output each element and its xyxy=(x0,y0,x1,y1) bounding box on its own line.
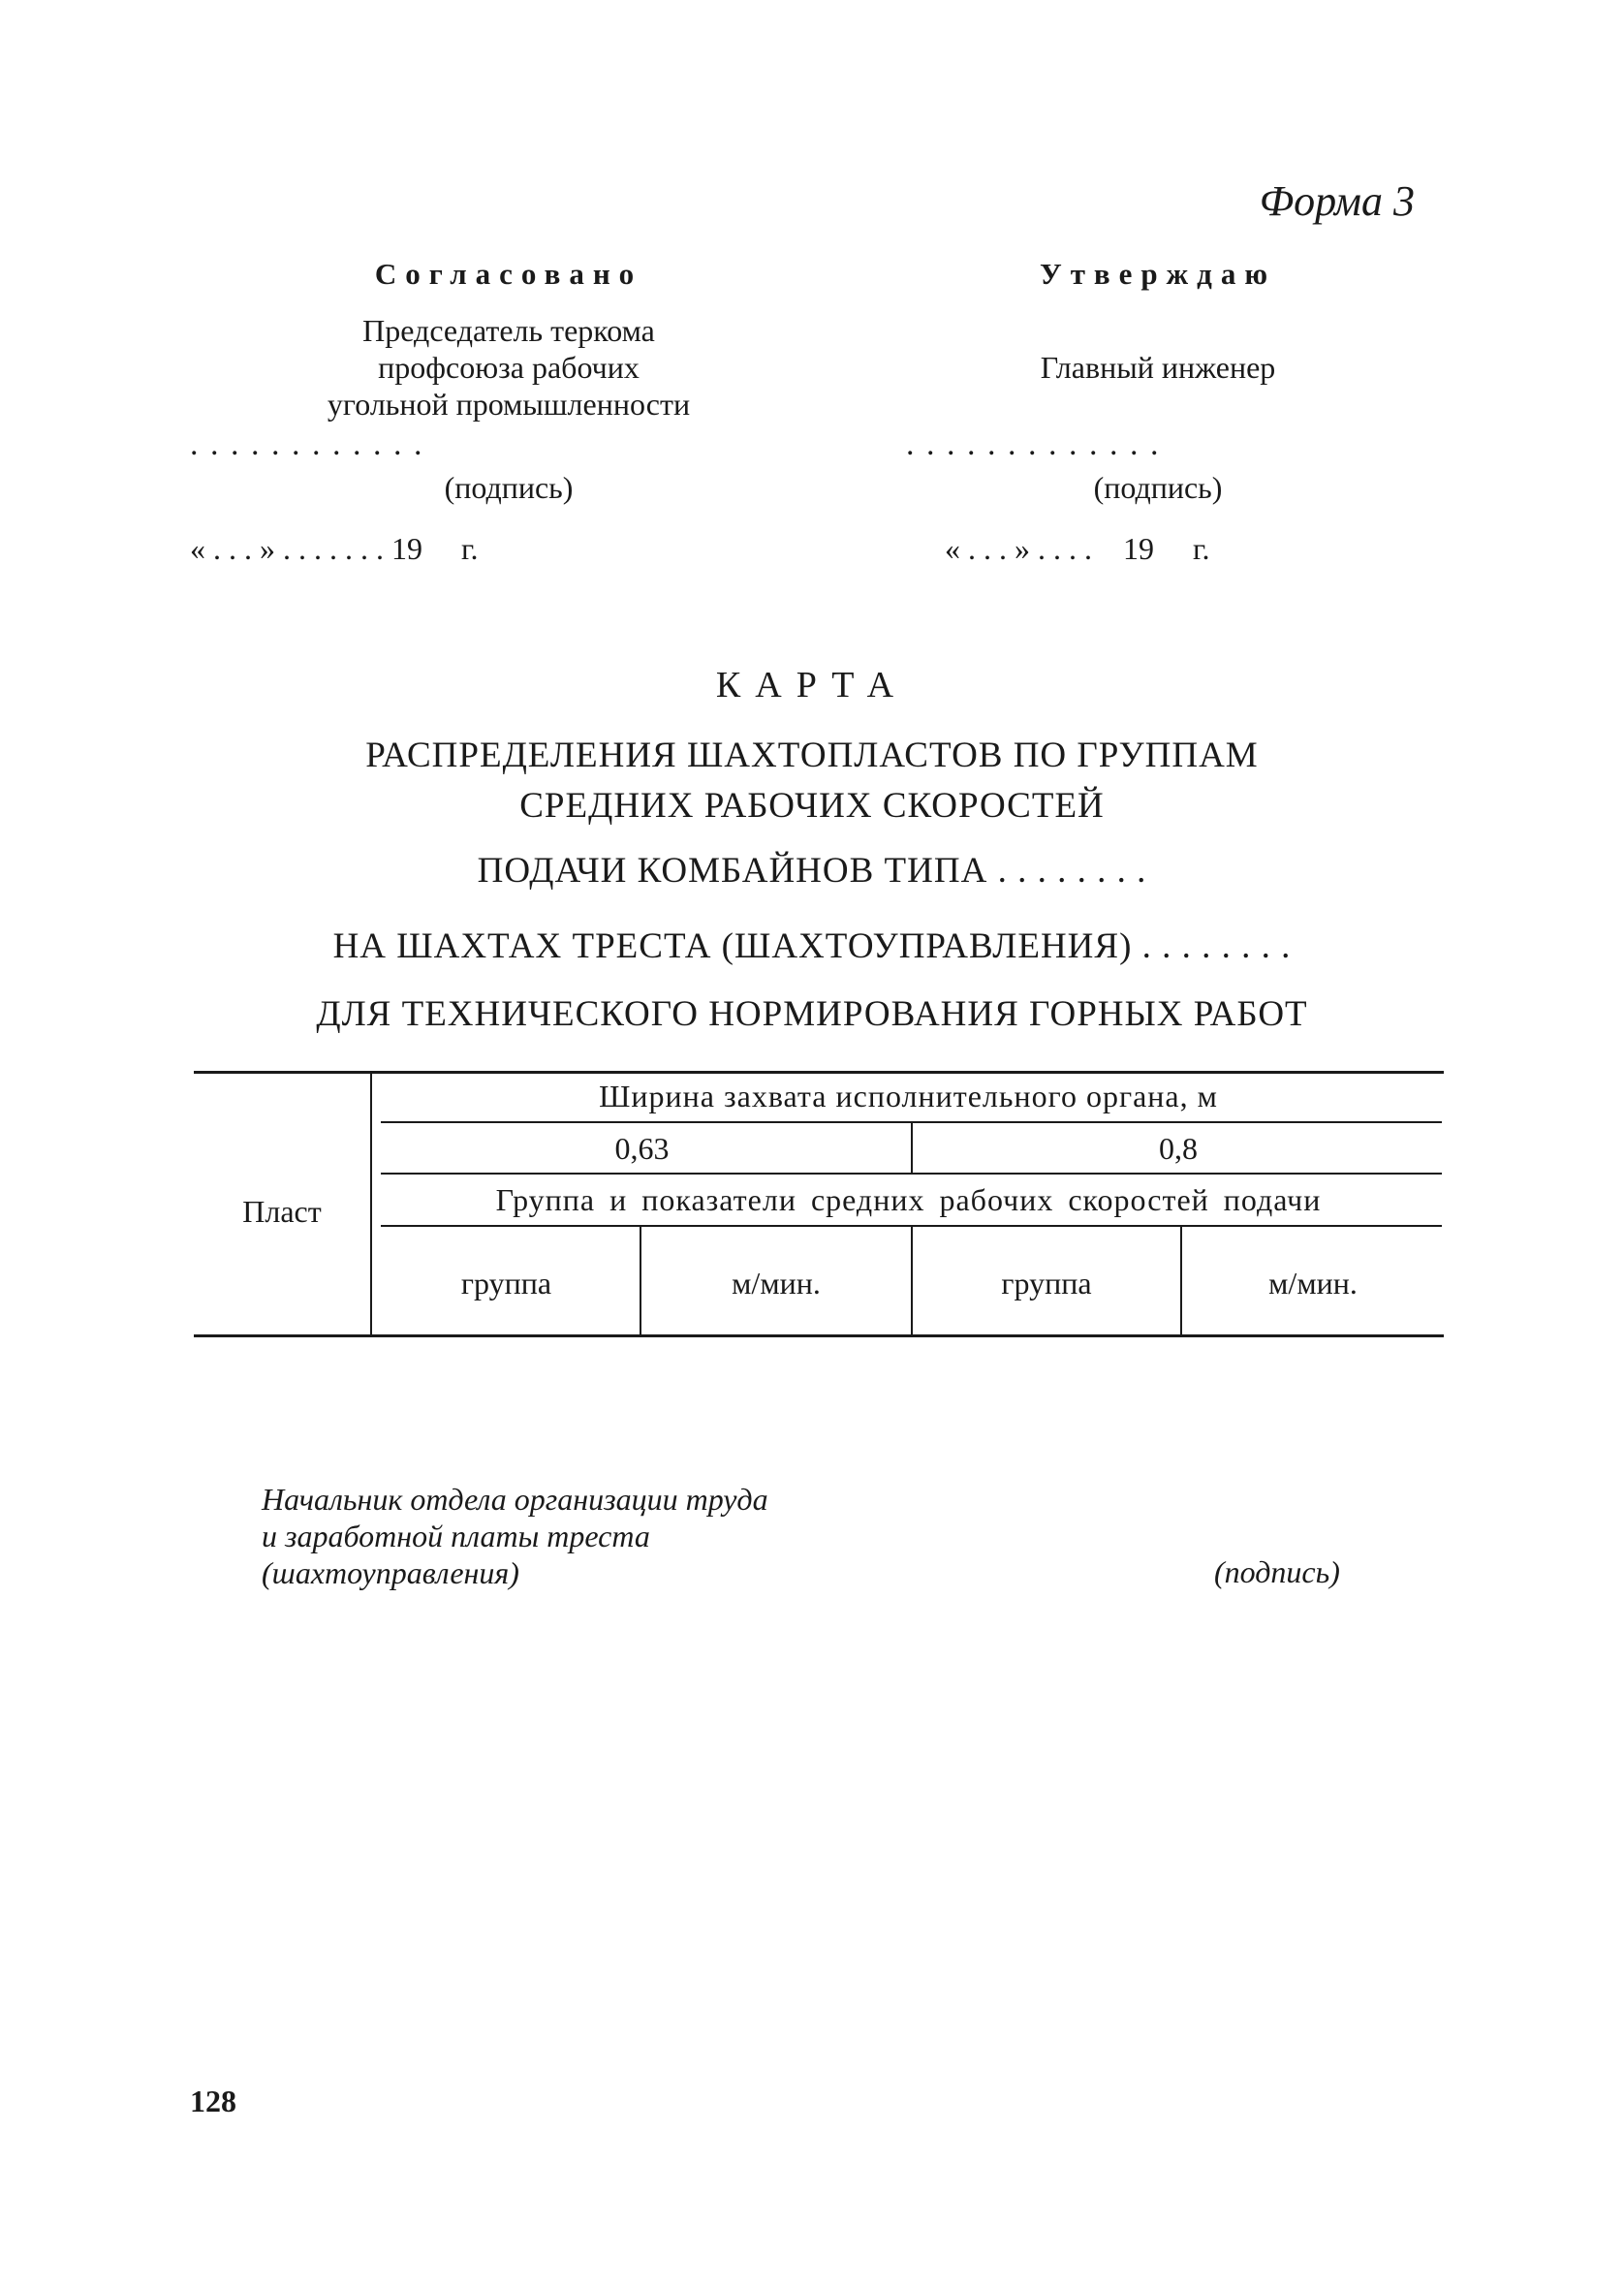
agreed-position xyxy=(194,312,824,423)
agreed-signature-caption: (подпись) xyxy=(444,470,574,505)
column-header-plast: Пласт xyxy=(242,1194,322,1229)
approve-position: Главный инженер xyxy=(1040,350,1276,385)
agreed-date: « . . . » . . . . . . . 19 г. xyxy=(190,531,479,566)
footer-position-line: и заработной платы треста xyxy=(262,1519,650,1553)
agreed-position-line: угольной промышленности xyxy=(327,387,691,422)
footer-position-line: (шахтоуправления) xyxy=(262,1555,519,1590)
agreed-heading: Согласовано xyxy=(374,257,643,291)
approve-date: « . . . » . . . . 19 г. xyxy=(945,531,1210,566)
approve-signature-dots: . . . . . . . . . . . . . xyxy=(906,426,1161,462)
title-line-1: РАСПРЕДЕЛЕНИЯ ШАХТОПЛАСТОВ ПО ГРУППАМ xyxy=(365,736,1259,775)
column-header-width: Ширина захвата исполнительного органа, м xyxy=(599,1079,1218,1113)
sub-header-group: группа xyxy=(460,1266,552,1301)
sub-header-speed: м/мин. xyxy=(732,1266,821,1301)
sub-header-group: группа xyxy=(1001,1266,1092,1301)
column-header-group: Группа и показатели средних рабочих скоростей подачи xyxy=(495,1182,1322,1217)
approve-heading: Утверждаю xyxy=(1039,257,1277,291)
table-divider xyxy=(381,1173,1442,1175)
table-bottom-rule xyxy=(194,1334,1444,1337)
approve-signature-caption: (подпись) xyxy=(1093,470,1223,505)
title-line-3: ПОДАЧИ КОМБАЙНОВ ТИПА . . . . . . . . xyxy=(477,851,1147,891)
page-number: 128 xyxy=(190,2084,236,2118)
sub-header-speed: м/мин. xyxy=(1268,1266,1358,1301)
title-line-2: СРЕДНИХ РАБОЧИХ СКОРОСТЕЙ xyxy=(519,786,1105,826)
footer-position xyxy=(262,1481,768,1591)
width-value-08: 0,8 xyxy=(1159,1131,1198,1166)
footer-position-line: Начальник отдела организации труда xyxy=(262,1482,768,1517)
agreed-signature-dots: . . . . . . . . . . . . xyxy=(190,426,424,462)
width-value-063: 0,63 xyxy=(614,1131,670,1166)
table-top-rule xyxy=(194,1071,1444,1074)
footer-signature-caption: (подпись) xyxy=(1214,1554,1340,1589)
title-line-4: НА ШАХТАХ ТРЕСТА (ШАХТОУПРАВЛЕНИЯ) . . . . . . . . xyxy=(332,926,1292,966)
form-label: Форма 3 xyxy=(1259,177,1415,225)
agreed-position-line: профсоюза рабочих xyxy=(378,350,640,385)
agreed-position-line: Председатель теркома xyxy=(362,313,655,348)
title-line-5: ДЛЯ ТЕХНИЧЕСКОГО НОРМИРОВАНИЯ ГОРНЫХ РАБОТ xyxy=(316,994,1308,1034)
document-title: КАРТА xyxy=(715,665,909,705)
table-divider xyxy=(370,1074,372,1334)
